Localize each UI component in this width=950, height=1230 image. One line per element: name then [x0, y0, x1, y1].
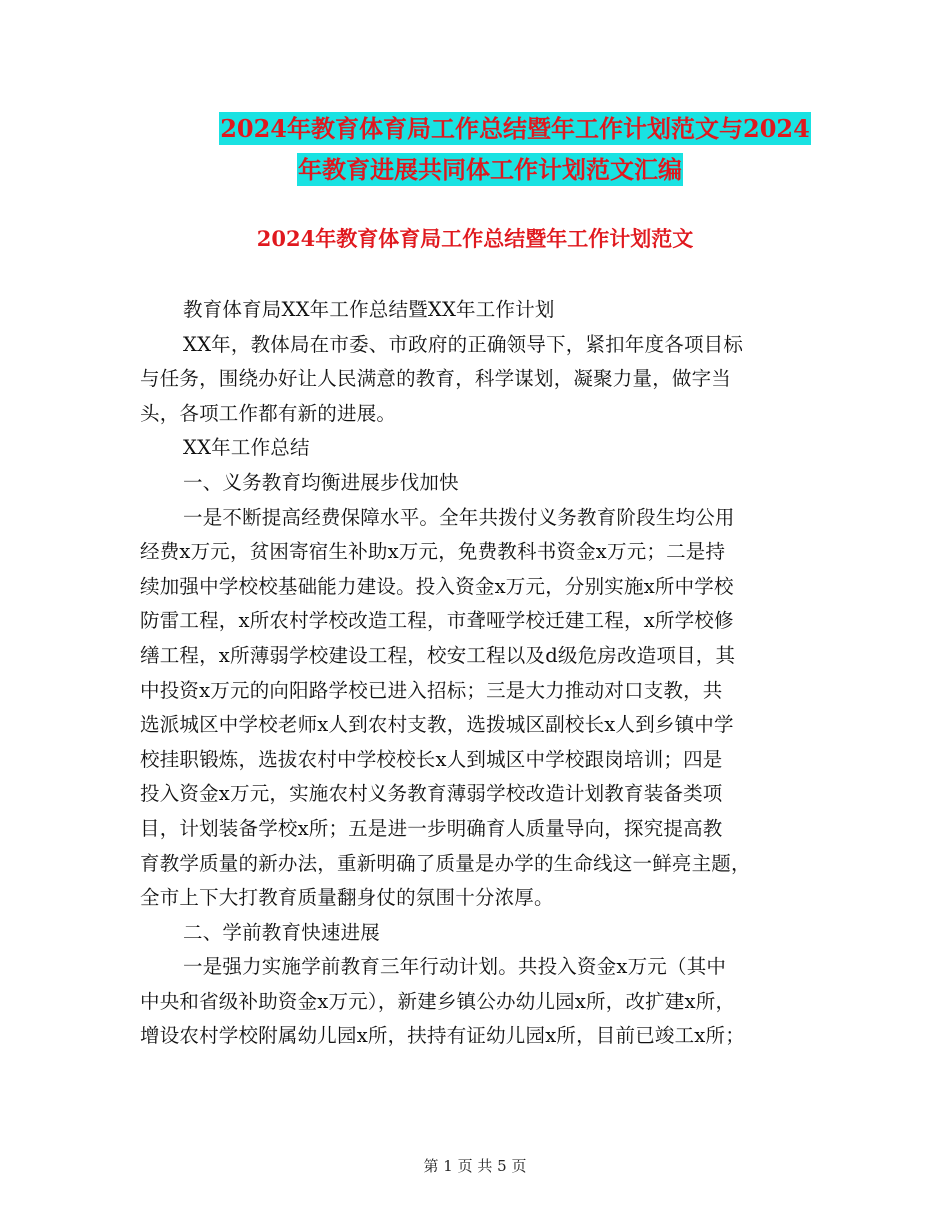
doc-heading-line: 教育体育局XX年工作总结暨XX年工作计划	[183, 298, 555, 321]
paragraph-line: 缮工程，x所薄弱学校建设工程，校安工程以及d级危房改造项目，其	[140, 643, 736, 667]
section-heading-line: XX年工作总结	[183, 436, 310, 460]
paragraph-line: 育教学质量的新办法，重新明确了质量是办学的生命线这一鲜亮主题，	[140, 851, 751, 875]
section-heading-line: 二、学前教育快速进展	[183, 920, 381, 944]
paragraph-line: 续加强中学校校基础能力建设。投入资金x万元，分别实施x所中学校	[140, 574, 734, 598]
paragraph-line: 中央和省级补助资金x万元），新建乡镇公办幼儿园x所，改扩建x所，	[140, 989, 736, 1013]
paragraph-line: 一是不断提高经费保障水平。全年共拨付义务教育阶段生均公用	[183, 505, 735, 529]
paragraph-line: 增设农村学校附属幼儿园x所，扶持有证幼儿园x所，目前已竣工x所；	[140, 1024, 745, 1048]
paragraph-line: 一是强力实施学前教育三年行动计划。共投入资金x万元（其中	[183, 955, 727, 979]
paragraph-line: 校挂职锻炼，选拔农村中学校校长x人到城区中学校跟岗培训；四是	[140, 747, 723, 771]
paragraph-line: 头，各项工作都有新的进展。	[140, 401, 397, 425]
paragraph-line: 选派城区中学校老师x人到农村支教，选拨城区副校长x人到乡镇中学	[140, 713, 734, 737]
paragraph-line: 目，计划装备学校x所；五是进一步明确育人质量导向，探究提高教	[140, 816, 723, 840]
paragraph-line: 防雷工程，x所农村学校改造工程，市聋哑学校迁建工程，x所学校修	[140, 609, 734, 633]
title-line-2: 年教育进展共同体工作计划范文汇编	[298, 155, 682, 184]
page-number-footer: 第 1 页 共 5 页	[423, 1157, 527, 1175]
section-title: 2024年教育体育局工作总结暨年工作计划范文	[256, 226, 694, 251]
paragraph-line: 投入资金x万元，实施农村义务教育薄弱学校改造计划教育装备类项	[140, 782, 723, 806]
title-line-1: 2024年教育体育局工作总结暨年工作计划范文与2024	[220, 114, 810, 143]
document-body	[140, 293, 812, 1054]
paragraph-line: 全市上下大打教育质量翻身仗的氛围十分浓厚。	[140, 886, 554, 910]
document-title	[140, 112, 840, 186]
paragraph-line: 经费x万元，贫困寄宿生补助x万元，免费教科书资金x万元；二是持	[140, 540, 726, 564]
paragraph-line: 中投资x万元的向阳路学校已进入招标；三是大力推动对口支教，共	[140, 678, 723, 702]
section-heading-line: 一、义务教育均衡进展步伐加快	[183, 470, 459, 494]
paragraph-line: 与任务，围绕办好让人民满意的教育，科学谋划，凝聚力量，做字当	[140, 367, 732, 391]
paragraph-line: XX年，教体局在市委、市政府的正确领导下，紧扣年度各项目标	[183, 332, 744, 356]
